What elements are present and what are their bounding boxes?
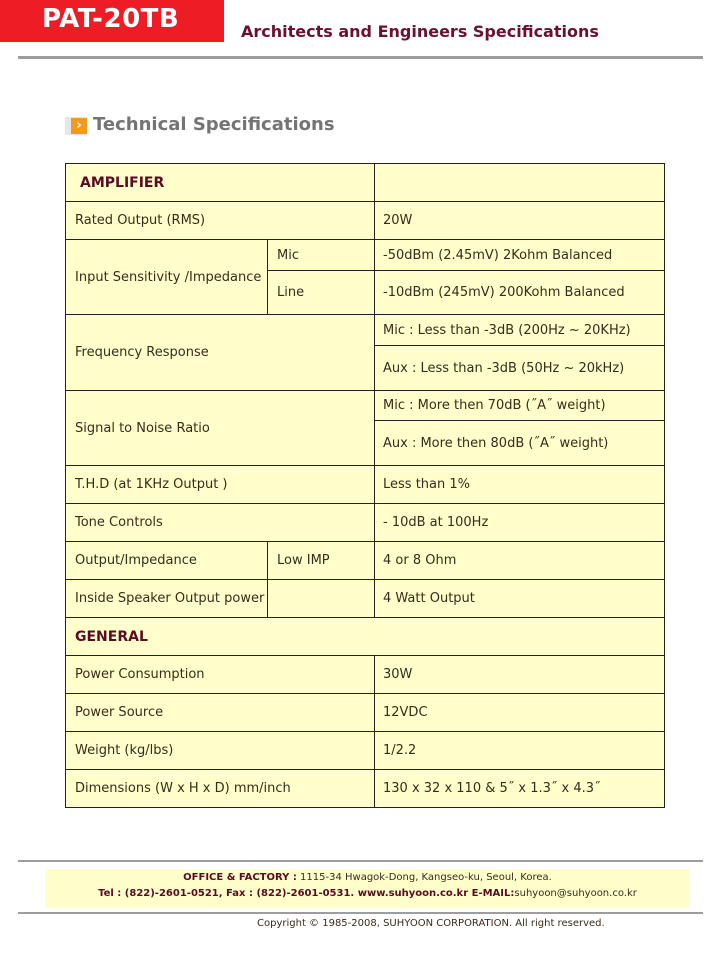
spec-value: Aux : Less than -3dB (50Hz ~ 20kHz) — [375, 346, 665, 391]
spec-label: Input Sensitivity /Impedance — [66, 240, 268, 315]
table-row — [66, 542, 665, 580]
spec-label: Output/Impedance — [66, 542, 268, 580]
spec-value: 130 x 32 x 110 & 5˝ x 1.3˝ x 4.3˝ — [375, 770, 665, 808]
footer-contact-line — [45, 888, 690, 899]
email-label: E-MAIL: — [468, 888, 515, 899]
spec-label: Rated Output (RMS) — [66, 202, 375, 240]
model-name: PAT-20TB — [42, 4, 180, 34]
spec-value: Aux : More then 80dB (˝A˝ weight) — [375, 421, 665, 466]
page-title: Architects and Engineers Specifications — [241, 22, 599, 41]
spec-value: 30W — [375, 656, 665, 694]
spec-value: Mic : More then 70dB (˝A˝ weight) — [375, 391, 665, 421]
spec-value: -10dBm (245mV) 200Kohm Balanced — [375, 271, 665, 315]
spec-value: 1/2.2 — [375, 732, 665, 770]
copyright: Copyright © 1985-2008, SUHYOON CORPORATION. All right reserved. — [257, 918, 605, 929]
table-row — [66, 315, 665, 346]
model-banner — [0, 0, 224, 42]
spec-value: 20W — [375, 202, 665, 240]
table-row — [66, 770, 665, 808]
table-row — [66, 164, 665, 202]
amplifier-heading: AMPLIFIER — [66, 164, 375, 202]
spec-value: - 10dB at 100Hz — [375, 504, 665, 542]
footer-address-line — [45, 872, 690, 883]
spec-sublabel: Low IMP — [268, 542, 375, 580]
spec-label: Tone Controls — [66, 504, 375, 542]
spec-label: Inside Speaker Output power — [66, 580, 268, 618]
table-row — [66, 732, 665, 770]
table-row — [66, 504, 665, 542]
spec-label: Weight (kg/lbs) — [66, 732, 375, 770]
spec-value: Mic : Less than -3dB (200Hz ~ 20KHz) — [375, 315, 665, 346]
general-heading: GENERAL — [66, 618, 665, 656]
footer-divider-bottom — [18, 912, 703, 914]
website-link[interactable]: www.suhyoon.co.kr — [354, 888, 469, 899]
table-row — [66, 466, 665, 504]
tel-fax: Tel : (822)-2601-0521, Fax : (822)-2601-0531. — [98, 888, 355, 899]
spec-value: 12VDC — [375, 694, 665, 732]
spec-label: Signal to Noise Ratio — [66, 391, 375, 466]
empty-cell — [268, 580, 375, 618]
table-row — [66, 618, 665, 656]
spec-label: Dimensions (W x H x D) mm/inch — [66, 770, 375, 808]
spec-label: T.H.D (at 1KHz Output ) — [66, 466, 375, 504]
email-link[interactable]: suhyoon@suhyoon.co.kr — [514, 888, 637, 899]
spec-value: Less than 1% — [375, 466, 665, 504]
office-address: 1115-34 Hwagok-Dong, Kangseo-ku, Seoul, Korea. — [296, 872, 552, 883]
table-row — [66, 580, 665, 618]
footer-divider-top — [18, 860, 703, 862]
table-row — [66, 202, 665, 240]
spec-sublabel: Line — [268, 271, 375, 315]
spec-label: Power Consumption — [66, 656, 375, 694]
table-row — [66, 656, 665, 694]
header-divider — [18, 56, 703, 59]
empty-cell — [375, 164, 665, 202]
spec-value: 4 or 8 Ohm — [375, 542, 665, 580]
spec-value: 4 Watt Output — [375, 580, 665, 618]
spec-label: Power Source — [66, 694, 375, 732]
spec-table — [65, 163, 665, 808]
office-label: OFFICE & FACTORY : — [183, 872, 297, 883]
section-title: Technical Specifications — [93, 114, 335, 135]
spec-label: Frequency Response — [66, 315, 375, 391]
spec-value: -50dBm (2.45mV) 2Kohm Balanced — [375, 240, 665, 271]
spec-sublabel: Mic — [268, 240, 375, 271]
orange-chevron-icon: › — [65, 117, 87, 135]
table-row — [66, 694, 665, 732]
table-row — [66, 240, 665, 271]
footer-contact — [45, 869, 690, 908]
table-row — [66, 391, 665, 421]
